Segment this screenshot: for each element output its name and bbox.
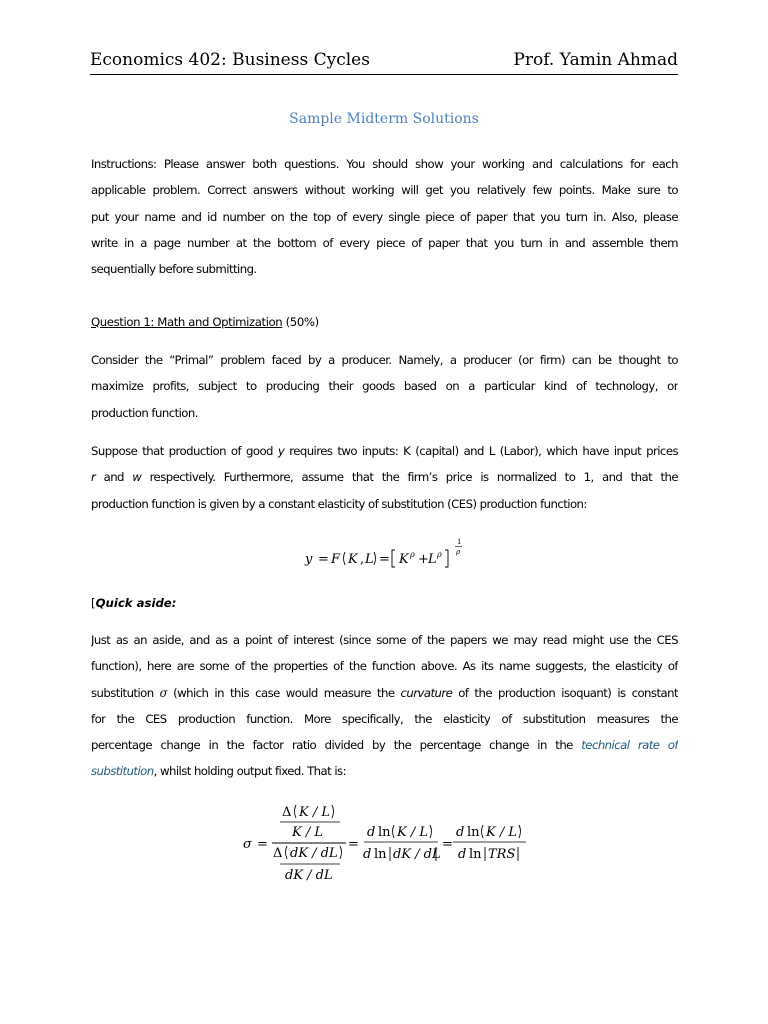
svg-text:ρ: ρ: [456, 548, 461, 556]
quick-aside-heading: [Quick aside:: [91, 596, 177, 610]
instructions-line: applicable problem. Correct answers without working will get you relatively few points. Make sure to: [91, 183, 678, 198]
document-title: Sample Midterm Solutions: [289, 111, 479, 127]
primal-paragraph: [91, 347, 678, 426]
question-1-heading: [91, 309, 319, 335]
svg-text:=: =: [348, 837, 359, 852]
aside-paragraph: [91, 627, 678, 785]
aside-line: substitution, whilst holding output fixed. That is:: [91, 764, 346, 779]
instructions-line: put your name and id number on the top of every single piece of paper that you turn in. Also, please: [91, 209, 678, 224]
suppose-line: r and w respectively. Furthermore, assume that the firm’s price is normalized to 1, and that the: [91, 470, 678, 485]
primal-line: Consider the “Primal” problem faced by a producer. Namely, a producer (or firm) can be thought to: [91, 353, 678, 367]
aside-line: for the CES production function. More specifically, the elasticity of substitution measures the: [91, 711, 678, 726]
svg-text:=: =: [257, 837, 268, 852]
aside-line: percentage change in the factor ratio divided by the percentage change in the technical rate of: [91, 738, 678, 753]
svg-text:K / L: K / L: [299, 805, 330, 820]
svg-text:dK / dL: dK / dL: [290, 846, 338, 861]
instructions-line: write in a page number at the bottom of every piece of paper that you turn in and assemble them: [91, 235, 678, 250]
svg-text:ln: ln: [469, 847, 482, 862]
primal-line: production function.: [91, 405, 198, 420]
aside-line: substitution σ (which in this case would measure the curvature of the production isoquant) is constant: [91, 685, 678, 700]
question-1-weight: (50%): [282, 315, 319, 329]
course-title: Economics 402: Business Cycles: [90, 50, 370, 70]
svg-text:K: K: [399, 552, 409, 567]
instructions-paragraph: [91, 151, 678, 282]
suppose-line: production function is given by a constant elasticity of substitution (CES) production function:: [91, 496, 587, 511]
svg-text:d: d: [367, 825, 376, 840]
svg-text:L: L: [365, 552, 374, 567]
svg-text:d: d: [456, 825, 465, 840]
svg-text:+: +: [418, 552, 429, 567]
svg-text:,: ,: [360, 552, 365, 567]
professor-name: Prof. Yamin Ahmad: [513, 50, 678, 70]
page-header: [90, 48, 678, 75]
svg-text:K / L: K / L: [486, 825, 517, 840]
svg-text:d: d: [363, 847, 372, 862]
svg-text:d: d: [458, 847, 467, 862]
aside-line: function), here are some of the properties of the function above. As its name suggests, the elasticity of: [91, 659, 678, 674]
svg-text:ln: ln: [378, 825, 391, 840]
suppose-paragraph: [91, 438, 678, 517]
elasticity-of-substitution-formula: [236, 798, 536, 888]
svg-text:1: 1: [457, 538, 462, 546]
svg-text:F: F: [331, 552, 341, 567]
question-1-title: Question 1: Math and Optimization: [91, 315, 283, 329]
svg-text:K: K: [348, 552, 358, 567]
svg-text:K / L: K / L: [397, 825, 428, 840]
svg-text:=: =: [318, 552, 329, 567]
svg-text:σ: σ: [243, 837, 252, 852]
svg-text:TRS: TRS: [488, 847, 516, 862]
svg-text:Δ: Δ: [273, 846, 283, 861]
svg-text:ρ: ρ: [437, 550, 442, 559]
ces-production-function: [300, 536, 470, 572]
instructions-line: sequentially before submitting.: [91, 262, 257, 277]
svg-text:dK / dL: dK / dL: [285, 868, 333, 883]
svg-text:=: =: [442, 837, 453, 852]
svg-text:Δ: Δ: [282, 805, 292, 820]
svg-text:ln: ln: [467, 825, 480, 840]
instructions-line: Instructions: Please answer both questions. You should show your working and calculations for each: [91, 157, 678, 171]
svg-text:K / L: K / L: [292, 825, 323, 840]
aside-line: Just as an aside, and as a point of interest (since some of the papers we may read might use the CES: [91, 633, 678, 647]
svg-text:L: L: [428, 552, 437, 567]
svg-text:=: =: [379, 552, 390, 567]
svg-text:y: y: [305, 552, 313, 567]
primal-line: maximize profits, subject to producing their goods based on a particular kind of technology, or: [91, 379, 678, 394]
suppose-line: Suppose that production of good y requires two inputs: K (capital) and L (Labor), which have input prices: [91, 444, 678, 458]
svg-text:ln: ln: [374, 847, 387, 862]
svg-text:ρ: ρ: [410, 550, 415, 559]
svg-text:dK / dL: dK / dL: [393, 847, 441, 862]
